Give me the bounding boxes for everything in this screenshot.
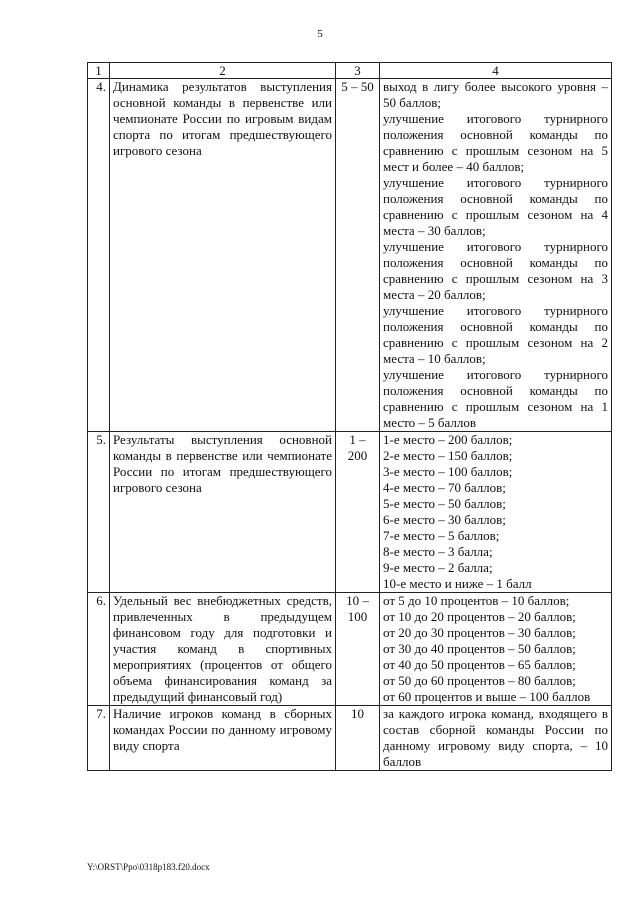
criteria-line: 9-е место – 2 балла; xyxy=(383,560,493,575)
table-header xyxy=(88,63,612,79)
row-description: Результаты выступления основной команды в первенстве или чемпионате России по итогам предшествующего игрового сезона xyxy=(110,432,336,593)
criteria-line: 6-е место – 30 баллов; xyxy=(383,512,506,527)
criteria-line: 3-е место – 100 баллов; xyxy=(383,464,513,479)
row-number: 7. xyxy=(88,706,110,771)
criteria-line: от 50 до 60 процентов – 80 баллов; xyxy=(383,673,576,688)
criteria-line: улучшение итогового турнирного положения основной команды по сравнению с прошлым сезоном на 3 места – 20 баллов; xyxy=(383,239,608,302)
criteria-table xyxy=(87,62,612,771)
criteria-line: от 10 до 20 процентов – 20 баллов; xyxy=(383,609,576,624)
row-number: 6. xyxy=(88,593,110,706)
row-points: 10 – 100 xyxy=(336,593,380,706)
criteria-line: за каждого игрока команд, входящего в состав сборной команды России по данному игровому виду спорта, – 10 баллов xyxy=(383,706,608,769)
row-points: 1 – 200 xyxy=(336,432,380,593)
row-number: 5. xyxy=(88,432,110,593)
criteria-line: выход в лигу более высокого уровня – 50 баллов; xyxy=(383,79,608,110)
criteria-line: 2-е место – 150 баллов; xyxy=(383,448,513,463)
criteria-line: от 40 до 50 процентов – 65 баллов; xyxy=(383,657,576,672)
criteria-line: улучшение итогового турнирного положения основной команды по сравнению с прошлым сезоном на 5 мест и более – 40 баллов; xyxy=(383,111,608,174)
criteria-line: 1-е место – 200 баллов; xyxy=(383,432,513,447)
criteria-line: улучшение итогового турнирного положения основной команды по сравнению с прошлым сезоном на 4 места – 30 баллов; xyxy=(383,175,608,238)
criteria-line: 7-е место – 5 баллов; xyxy=(383,528,500,543)
row-points: 5 – 50 xyxy=(336,79,380,432)
criteria-line: 10-е место и ниже – 1 балл xyxy=(383,576,532,591)
header-col-3: 3 xyxy=(336,63,380,79)
row-criteria xyxy=(380,593,612,706)
criteria-line: 5-е место – 50 баллов; xyxy=(383,496,506,511)
header-row xyxy=(88,63,612,79)
row-description: Динамика результатов выступления основной команды в первенстве или чемпионате России по игровым видам спорта по итогам предшествующего игрового сезона xyxy=(110,79,336,432)
row-criteria xyxy=(380,706,612,771)
row-criteria xyxy=(380,79,612,432)
header-col-1: 1 xyxy=(88,63,110,79)
criteria-line: 4-е место – 70 баллов; xyxy=(383,480,506,495)
footer-file-path: Y:\ORST\Ppo\0318p183.f20.docx xyxy=(87,862,210,872)
page-number: 5 xyxy=(317,28,323,40)
header-col-2: 2 xyxy=(110,63,336,79)
criteria-line: от 20 до 30 процентов – 30 баллов; xyxy=(383,625,576,640)
row-points: 10 xyxy=(336,706,380,771)
criteria-line: улучшение итогового турнирного положения основной команды по сравнению с прошлым сезоном на 1 место – 5 баллов xyxy=(383,367,608,430)
criteria-line: от 60 процентов и выше – 100 баллов xyxy=(383,689,591,704)
criteria-line: улучшение итогового турнирного положения основной команды по сравнению с прошлым сезоном на 2 места – 10 баллов; xyxy=(383,303,608,366)
table-row xyxy=(88,79,612,432)
criteria-line: от 30 до 40 процентов – 50 баллов; xyxy=(383,641,576,656)
row-description: Удельный вес внебюджетных средств, привлеченных в предыдущем финансовом году для подготовки и участия команд в спортивных мероприятиях (процентов от общего объема финансирования команд за предыдущий финансовый год) xyxy=(110,593,336,706)
table-row xyxy=(88,593,612,706)
row-criteria xyxy=(380,432,612,593)
row-description: Наличие игроков команд в сборных командах России по данному игровому виду спорта xyxy=(110,706,336,771)
header-col-4: 4 xyxy=(380,63,612,79)
row-number: 4. xyxy=(88,79,110,432)
criteria-line: от 5 до 10 процентов – 10 баллов; xyxy=(383,593,570,608)
table-row xyxy=(88,432,612,593)
table-row xyxy=(88,706,612,771)
criteria-line: 8-е место – 3 балла; xyxy=(383,544,493,559)
